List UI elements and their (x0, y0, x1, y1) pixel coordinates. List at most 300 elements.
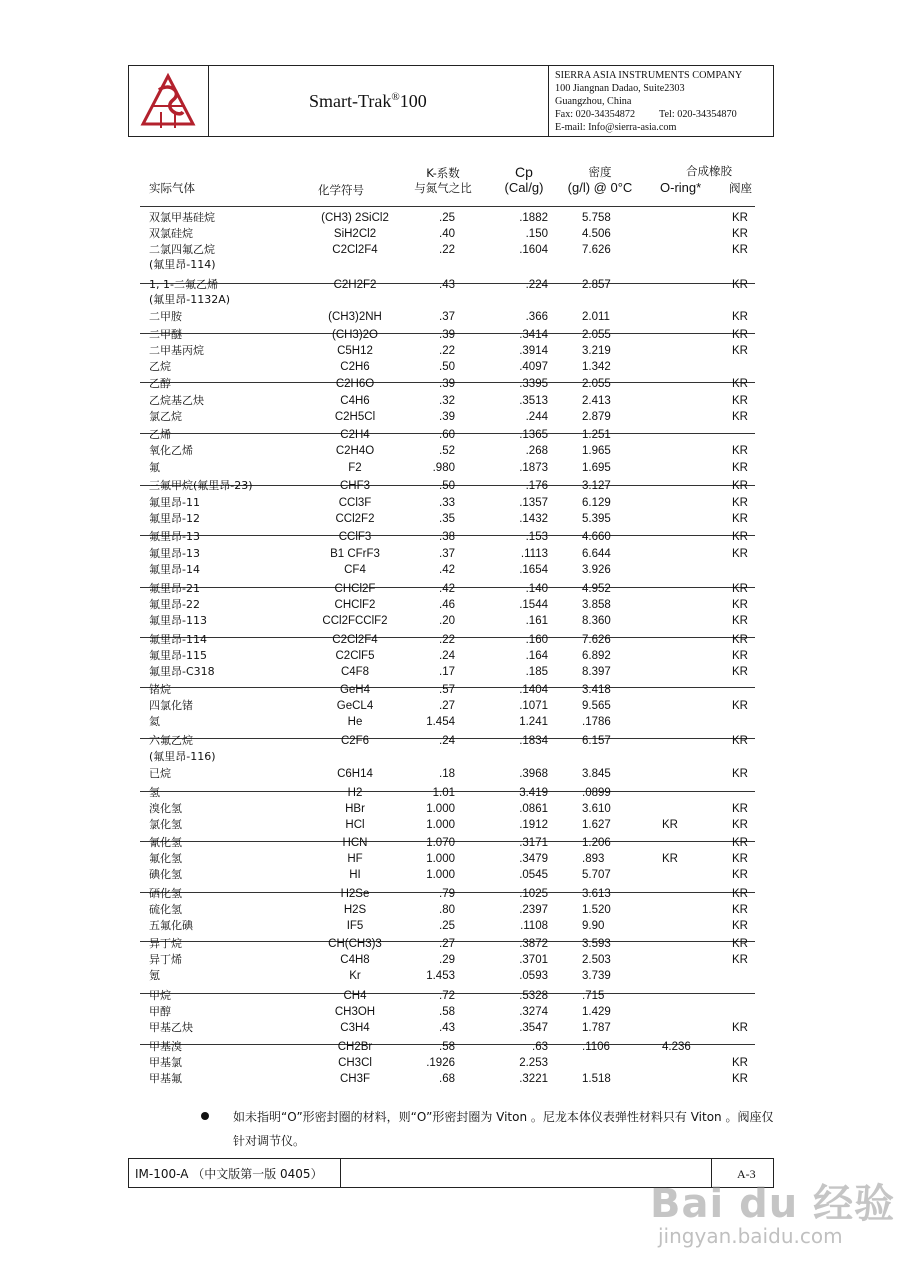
cell-density: 9.90 (582, 920, 605, 932)
cell-density: 6.129 (582, 497, 611, 509)
cell-density: 8.397 (582, 666, 611, 678)
cell-formula: CH4 (343, 990, 367, 1002)
cell-name: 碘化氢 (149, 868, 182, 881)
cell-seat: KR (732, 244, 748, 256)
table-row (0, 427, 906, 443)
cell-seat: KR (732, 345, 748, 357)
cell-name: 乙烯 (149, 428, 171, 441)
table-row (0, 613, 906, 629)
cell-density: 2.413 (582, 395, 611, 407)
cell-formula: GeCL4 (336, 700, 374, 712)
cell-formula: C2H6 (340, 361, 370, 373)
cell-formula: C2H6O (335, 378, 375, 390)
cell-name: 甲基乙炔 (149, 1021, 193, 1034)
cell-name: 氟里昂-C318 (149, 665, 215, 678)
table-group-divider (140, 206, 755, 207)
cell-seat: KR (732, 837, 748, 849)
cell-seat: KR (732, 920, 748, 932)
cell-seat: KR (732, 954, 748, 966)
table-group-divider (140, 791, 755, 792)
cell-k: .29 (439, 954, 455, 966)
cell-name: 二氯四氟乙烷 (149, 243, 215, 256)
cell-formula: C2H2F2 (333, 279, 377, 291)
cell-name: 氟里昂-13 (149, 530, 200, 543)
cell-density: 3.926 (582, 564, 611, 576)
table-row (0, 1071, 906, 1087)
cell-k: .39 (439, 329, 455, 341)
cell-seat: KR (732, 497, 748, 509)
table-row (0, 835, 906, 851)
col-header-density-line2: (g/l) @ 0°C (567, 180, 633, 195)
cell-cp: .3479 (519, 853, 548, 865)
cell-k: .58 (439, 1006, 455, 1018)
cell-k: .39 (439, 411, 455, 423)
cell-density: 2.503 (582, 954, 611, 966)
cell-density: .1786 (582, 716, 611, 728)
cell-cp: .3414 (519, 329, 548, 341)
cell-name: 氟化氢 (149, 852, 182, 865)
cell-density: 5.758 (582, 212, 611, 224)
cell-density: 1.251 (582, 429, 611, 441)
cell-cp: .1432 (519, 513, 548, 525)
cell-density: 3.610 (582, 803, 611, 815)
cell-formula: C2H4O (335, 445, 375, 457)
table-row (0, 327, 906, 343)
table-group-divider (140, 1044, 755, 1045)
col-header-k-line1: K-系数 (426, 166, 460, 180)
cell-k: .20 (439, 615, 455, 627)
cell-name: 硫化氢 (149, 903, 182, 916)
cell-seat: KR (732, 615, 748, 627)
table-row (0, 664, 906, 680)
cell-k: .35 (439, 513, 455, 525)
table-row (0, 460, 906, 476)
cell-formula: C2H5Cl (334, 411, 376, 423)
cell-formula: C2ClF5 (335, 650, 375, 662)
cell-name: 氢 (149, 786, 160, 799)
cell-formula: C2H4 (340, 429, 370, 441)
cell-formula: CF4 (344, 564, 366, 576)
cell-formula: (CH3) 2SiCl2 (321, 212, 389, 224)
cell-k: .68 (439, 1073, 455, 1085)
cell-cp: .3274 (519, 1006, 548, 1018)
cell-formula: C4H8 (340, 954, 370, 966)
cell-name: 氟里昂-114 (149, 633, 207, 646)
cell-formula: Kr (349, 970, 361, 982)
cell-formula: CHClF2 (334, 599, 376, 611)
cell-density: 3.418 (582, 684, 611, 696)
cell-density: 5.395 (582, 513, 611, 525)
cell-cp: .176 (525, 480, 548, 492)
cell-density: 2.857 (582, 279, 611, 291)
cell-formula: CH(CH3)3 (328, 938, 382, 950)
cell-cp: .1113 (520, 548, 548, 560)
cell-formula: CH3F (339, 1073, 371, 1085)
cell-cp: .366 (525, 311, 548, 323)
cell-formula: CClF3 (338, 531, 372, 543)
cell-name: 五氟化碘 (149, 919, 193, 932)
cell-formula: H2 (347, 787, 363, 799)
table-row (0, 733, 906, 749)
cell-k: .80 (439, 904, 455, 916)
cell-k: .22 (439, 244, 455, 256)
company-logo (129, 66, 209, 136)
watermark-url: jingyan.baidu.com (658, 1224, 843, 1248)
col-header-density (560, 165, 640, 195)
table-row (0, 988, 906, 1004)
cell-density: 2.879 (582, 411, 611, 423)
cell-cp: .224 (525, 279, 548, 291)
cell-k: .27 (439, 938, 455, 950)
cell-cp: .153 (525, 531, 548, 543)
cell-cp: .3171 (519, 837, 548, 849)
cell-density: 3.739 (582, 970, 611, 982)
doc-id: IM-100-A （中文版第一版 0405） (135, 1167, 323, 1181)
page-number: A-3 (737, 1167, 756, 1181)
watermark-brand: Bai du 经验 (650, 1181, 896, 1227)
cell-formula: SiH2Cl2 (333, 228, 377, 240)
table-row (0, 851, 906, 867)
cell-formula: C2F6 (340, 735, 370, 747)
col-header-cp-line2: (Cal/g) (504, 180, 544, 195)
cell-oring: 4.236 (662, 1041, 691, 1053)
cell-seat: KR (732, 819, 748, 831)
table-row (0, 1004, 906, 1020)
cell-k: .24 (439, 735, 455, 747)
cell-k: .18 (439, 768, 455, 780)
cell-name: 氟里昂-11 (149, 496, 200, 509)
table-row (0, 952, 906, 968)
watermark (640, 1160, 900, 1270)
cell-formula: HCl (345, 819, 365, 831)
table-row (0, 546, 906, 562)
cell-name: 锗烷 (149, 683, 171, 696)
cell-formula: B1 CFrF3 (330, 548, 380, 560)
cell-cp: .5328 (519, 990, 548, 1002)
cell-name: 硒化氢 (149, 887, 182, 900)
cell-cp: .3872 (519, 938, 548, 950)
cell-formula: CHF3 (339, 480, 371, 492)
cell-seat: KR (732, 531, 748, 543)
cell-formula: C2Cl2F4 (332, 634, 378, 646)
cell-k: .32 (439, 395, 455, 407)
table-row (0, 562, 906, 578)
product-name: Smart-Trak (309, 91, 392, 111)
cell-cp: .3701 (519, 954, 548, 966)
cell-k: .79 (439, 888, 455, 900)
cell-k: .33 (439, 497, 455, 509)
cell-density: 1.695 (582, 462, 611, 474)
cell-name: 甲烷 (149, 989, 171, 1002)
cell-seat: KR (732, 445, 748, 457)
cell-density: 4.952 (582, 583, 611, 595)
cell-seat: KR (732, 548, 748, 560)
cell-name: 双氯甲基硅烷 (149, 211, 215, 224)
table-group-divider (140, 993, 755, 994)
col-header-oring: O-ring* (660, 180, 702, 195)
cell-density: 3.613 (582, 888, 611, 900)
cell-cp: .1604 (519, 244, 548, 256)
company-address-1: 100 Jiangnan Dadao, Suite2303 (555, 83, 685, 94)
cell-name: 氦 (149, 715, 160, 728)
cell-k: .25 (439, 212, 455, 224)
cell-name: 氟 (149, 461, 160, 474)
table-row (0, 1020, 906, 1036)
cell-seat: KR (732, 378, 748, 390)
cell-seat: KR (732, 634, 748, 646)
cell-cp: .160 (525, 634, 548, 646)
cell-cp: .2397 (519, 904, 548, 916)
col-header-k-line2: 与氮气之比 (414, 181, 472, 195)
col-header-rubber-group: 合成橡胶 (686, 164, 732, 178)
table-row (0, 1055, 906, 1071)
cell-name: 乙烷基乙炔 (149, 394, 204, 407)
cell-k: .27 (439, 700, 455, 712)
cell-density: .715 (582, 990, 605, 1002)
cell-name: (氟里昂-114) (149, 258, 216, 271)
table-row (0, 511, 906, 527)
cell-cp: .4097 (519, 361, 548, 373)
table-group-divider (140, 687, 755, 688)
cell-formula: CH3OH (334, 1006, 376, 1018)
cell-seat: KR (732, 480, 748, 492)
cell-k: .50 (439, 361, 455, 373)
document-header (128, 65, 774, 137)
cell-formula: CCl2F2 (335, 513, 375, 525)
cell-formula: CCl3F (338, 497, 372, 509)
table-group-divider (140, 941, 755, 942)
cell-k: .38 (439, 531, 455, 543)
table-row (0, 409, 906, 425)
cell-name: 异丁烷 (149, 937, 182, 950)
table-row (0, 817, 906, 833)
cell-k: .60 (439, 429, 455, 441)
cell-name: 氰化氢 (149, 836, 182, 849)
cell-density: 3.127 (582, 480, 611, 492)
cell-k: .57 (439, 684, 455, 696)
cell-formula: C5H12 (337, 345, 373, 357)
cell-k: .980 (432, 462, 455, 474)
table-row (0, 376, 906, 392)
cell-name: (氟里昂-1132A) (149, 293, 231, 306)
table-row (0, 785, 906, 801)
cell-seat: KR (732, 1022, 748, 1034)
cell-k: .46 (439, 599, 455, 611)
cell-cp: .63 (532, 1041, 548, 1053)
cell-formula: C4H6 (340, 395, 370, 407)
table-row (0, 257, 906, 273)
cell-formula: H2Se (340, 888, 370, 900)
cell-name: 已烷 (149, 767, 171, 780)
table-row (0, 902, 906, 918)
cell-cp: .185 (525, 666, 548, 678)
cell-k: 1.454 (426, 716, 455, 728)
cell-name: 氯化氢 (149, 818, 182, 831)
cell-formula: H2S (343, 904, 367, 916)
cell-cp: .3395 (519, 378, 548, 390)
cell-cp: .3547 (519, 1022, 548, 1034)
cell-density: 3.845 (582, 768, 611, 780)
cell-k: .43 (439, 1022, 455, 1034)
cell-density: .1106 (582, 1041, 610, 1053)
table-group-divider (140, 485, 755, 486)
cell-cp: 2.253 (519, 1057, 548, 1069)
product-model: 100 (399, 91, 427, 111)
cell-name: 二甲基丙烷 (149, 344, 204, 357)
cell-density: 7.626 (582, 244, 611, 256)
cell-formula: GeH4 (339, 684, 371, 696)
cell-formula: HI (349, 869, 361, 881)
cell-formula: IF5 (346, 920, 364, 932)
cell-name: 甲醇 (149, 1005, 171, 1018)
cell-k: .40 (439, 228, 455, 240)
cell-cp: .0545 (519, 869, 548, 881)
table-row (0, 801, 906, 817)
cell-cp: .1108 (520, 920, 548, 932)
cell-density: 6.892 (582, 650, 611, 662)
cell-k: .25 (439, 920, 455, 932)
cell-k: .22 (439, 634, 455, 646)
table-row (0, 495, 906, 511)
cell-density: .0899 (582, 787, 611, 799)
cell-k: 1.453 (426, 970, 455, 982)
product-title (209, 66, 549, 136)
cell-k: .43 (439, 279, 455, 291)
table-row (0, 309, 906, 325)
col-header-k (408, 166, 478, 196)
table-group-divider (140, 637, 755, 638)
cell-k: 1.01 (432, 787, 455, 799)
cell-name: 乙烷 (149, 360, 171, 373)
cell-name: 氟里昂-14 (149, 563, 200, 576)
cell-formula: HBr (345, 803, 365, 815)
table-row (0, 918, 906, 934)
cell-name: 异丁烯 (149, 953, 182, 966)
cell-density: 1.206 (582, 837, 611, 849)
cell-formula: C6H14 (337, 768, 373, 780)
cell-name: 甲基氯 (149, 1056, 182, 1069)
cell-k: 1.000 (426, 853, 455, 865)
cell-formula: HCN (342, 837, 368, 849)
cell-name: 氟里昂-115 (149, 649, 207, 662)
cell-k: .58 (439, 1041, 455, 1053)
cell-seat: KR (732, 583, 748, 595)
cell-name: 氧化乙烯 (149, 444, 193, 457)
cell-seat: KR (732, 212, 748, 224)
table-row (0, 443, 906, 459)
cell-k: .42 (439, 583, 455, 595)
table-row (0, 766, 906, 782)
table-row (0, 359, 906, 375)
cell-k: .50 (439, 480, 455, 492)
table-row (0, 292, 906, 308)
cell-formula: C3H4 (340, 1022, 370, 1034)
cell-cp: .1365 (519, 429, 548, 441)
table-group-divider (140, 283, 755, 284)
cell-density: 1.429 (582, 1006, 611, 1018)
company-name: SIERRA ASIA INSTRUMENTS COMPANY (555, 70, 743, 81)
cell-density: 2.055 (582, 378, 611, 390)
cell-density: 5.707 (582, 869, 611, 881)
cell-k: .1926 (426, 1057, 455, 1069)
cell-seat: KR (732, 938, 748, 950)
cell-k: .24 (439, 650, 455, 662)
cell-cp: .164 (525, 650, 548, 662)
table-group-divider (140, 382, 755, 383)
cell-k: .72 (439, 990, 455, 1002)
cell-cp: .1882 (519, 212, 548, 224)
cell-density: 1.787 (582, 1022, 611, 1034)
company-info (555, 69, 742, 134)
cell-seat: KR (732, 904, 748, 916)
table-row (0, 242, 906, 258)
table-row (0, 867, 906, 883)
cell-seat: KR (732, 411, 748, 423)
cell-cp: .3513 (519, 395, 548, 407)
table-row (0, 478, 906, 494)
table-row (0, 749, 906, 765)
cell-formula: C2Cl2F4 (332, 244, 378, 256)
cell-density: 3.593 (582, 938, 611, 950)
cell-density: 4.660 (582, 531, 611, 543)
cell-name: 四氯化锗 (149, 699, 193, 712)
cell-seat: KR (732, 462, 748, 474)
cell-cp: .1071 (519, 700, 548, 712)
cell-cp: .0593 (519, 970, 548, 982)
cell-k: .22 (439, 345, 455, 357)
table-row (0, 698, 906, 714)
cell-seat: KR (732, 395, 748, 407)
cell-cp: 1.241 (519, 716, 548, 728)
cell-seat: KR (732, 853, 748, 865)
cell-k: .39 (439, 378, 455, 390)
cell-name: 双氯硅烷 (149, 227, 193, 240)
cell-seat: KR (732, 888, 748, 900)
cell-k: 1.000 (426, 803, 455, 815)
cell-seat: KR (732, 666, 748, 678)
cell-formula: (CH3)2NH (328, 311, 382, 323)
cell-cp: .1544 (519, 599, 548, 611)
cell-cp: .1357 (519, 497, 548, 509)
cell-cp: .3968 (519, 768, 548, 780)
cell-name: 二甲胺 (149, 310, 182, 323)
company-fax: Fax: 020-34354872 (555, 109, 636, 120)
table-row (0, 581, 906, 597)
cell-oring: KR (662, 853, 678, 865)
cell-seat: KR (732, 1073, 748, 1085)
cell-density: 8.360 (582, 615, 611, 627)
cell-formula: CHCl2F (334, 583, 376, 595)
table-group-divider (140, 892, 755, 893)
cell-name: 氟里昂-12 (149, 512, 200, 525)
table-row (0, 1039, 906, 1055)
cell-seat: KR (732, 311, 748, 323)
cell-cp: .1025 (519, 888, 548, 900)
table-row (0, 393, 906, 409)
cell-formula: HF (347, 853, 363, 865)
cell-density: 3.219 (582, 345, 611, 357)
table-row (0, 226, 906, 242)
col-header-cp-line1: Cp (515, 164, 533, 180)
cell-oring: KR (662, 819, 678, 831)
company-email: E-mail: Info@sierra-asia.com (555, 122, 677, 133)
cell-name: 乙醇 (149, 377, 171, 390)
cell-density: 2.055 (582, 329, 611, 341)
cell-name: 氟里昂-13 (149, 547, 200, 560)
cell-cp: .244 (525, 411, 548, 423)
table-group-divider (140, 587, 755, 588)
cell-name: 六氟乙烷 (149, 734, 193, 747)
